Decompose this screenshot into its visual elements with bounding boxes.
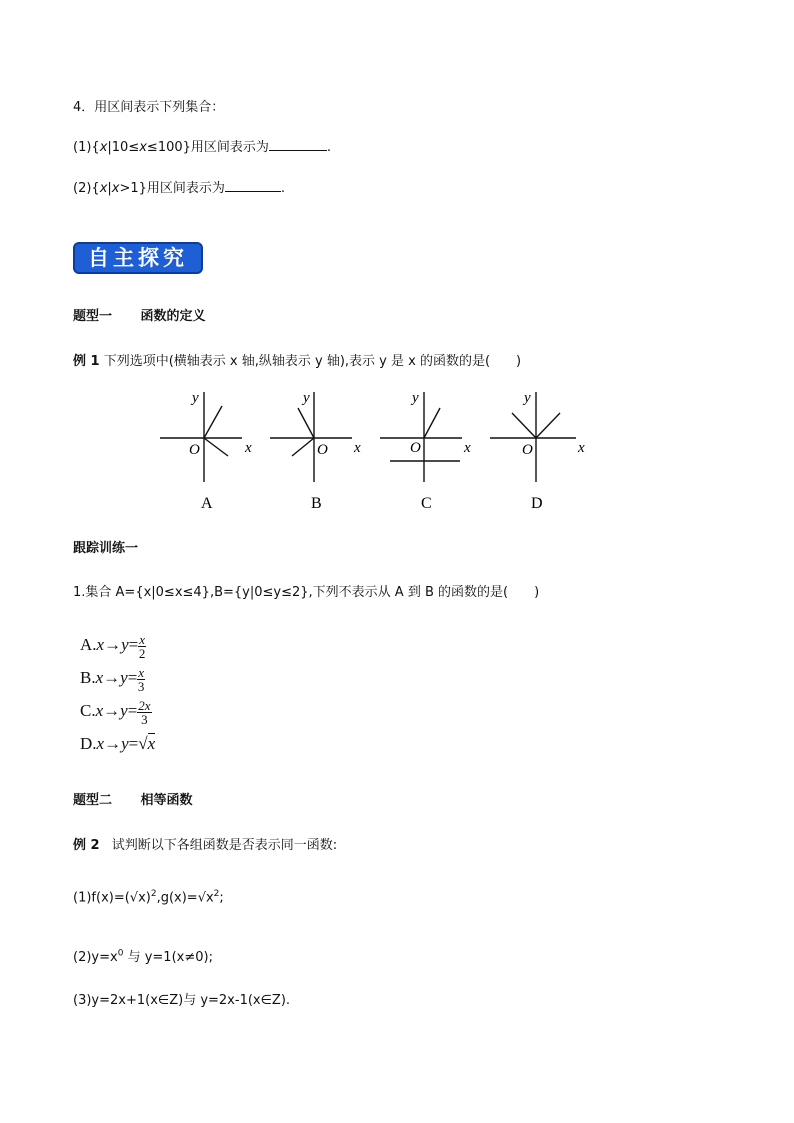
- graph-a-curve-down: [204, 438, 228, 456]
- q4-p2-mid: |: [107, 181, 112, 196]
- option-a-y: y: [121, 635, 129, 654]
- graph-c-curve-up: [424, 408, 440, 438]
- graph-d-label: D: [531, 495, 543, 512]
- track1-options: [80, 628, 155, 760]
- example2-label: 例 2: [73, 838, 100, 853]
- q4-p1-x2: x: [139, 140, 147, 155]
- q4-p1-pre: (1){: [73, 140, 100, 155]
- graph-b-x-label: x: [354, 440, 361, 456]
- example2-line1: [73, 889, 224, 905]
- option-d-y: y: [121, 734, 129, 753]
- example1-graphs: [150, 380, 600, 520]
- option-b[interactable]: [80, 661, 155, 694]
- option-b-den: 3: [137, 678, 145, 694]
- example2-line3: (3)y=2x+1(x∈Z)与 y=2x-1(x∈Z).: [73, 993, 291, 1008]
- option-c-den: 3: [141, 711, 148, 727]
- q4-part1: [73, 136, 331, 155]
- option-c-eq: =: [127, 701, 138, 720]
- graph-d-origin: O: [522, 442, 533, 458]
- q4-p2-post: >1}用区间表示为: [119, 181, 225, 196]
- example2-l1b: ,g(x)=√x: [156, 890, 214, 906]
- q4-p2-x2: x: [111, 181, 120, 196]
- graph-c-x-label: x: [464, 440, 471, 456]
- option-d-arrow: →: [104, 734, 122, 753]
- option-c[interactable]: [80, 694, 155, 727]
- option-b-eq: =: [127, 668, 138, 687]
- option-a-num: x: [139, 631, 145, 647]
- type1-title: 题型一: [73, 309, 113, 324]
- option-a-x: x: [96, 635, 105, 654]
- option-b-fraction: [137, 666, 145, 693]
- type2-name: 相等函数: [140, 793, 193, 808]
- example2-l1sup: 2: [150, 889, 157, 899]
- option-c-x: x: [95, 701, 104, 720]
- graph-d-curve-right: [536, 413, 560, 438]
- option-a[interactable]: [80, 628, 155, 661]
- q4-p1-mid: |10≤: [107, 140, 140, 155]
- option-d-prefix: D.: [80, 734, 97, 753]
- q4-p2-end: .: [280, 181, 286, 196]
- example2-l2sup: 0: [117, 948, 124, 959]
- option-d-radicand: x: [147, 734, 156, 753]
- example2-l1c: ;: [219, 890, 224, 906]
- example2-l1sup2: 2: [213, 889, 220, 899]
- type1-name: 函数的定义: [140, 309, 206, 324]
- option-a-den: 2: [138, 645, 146, 661]
- graph-d-curve-left: [512, 413, 536, 438]
- option-c-arrow: →: [103, 701, 121, 720]
- graph-d[interactable]: [490, 390, 585, 512]
- graph-d-y-label: y: [524, 390, 531, 406]
- graph-b-label: B: [311, 495, 322, 512]
- graph-b-origin: O: [317, 442, 328, 458]
- option-c-y: y: [120, 701, 128, 720]
- section-banner: 自主探究: [73, 242, 203, 274]
- example1: [73, 350, 521, 369]
- track1-q1: 1.集合 A={x|0≤x≤4},B={y|0≤y≤2},下列不表示从 A 到 B 的函数的是( ): [73, 585, 540, 600]
- option-a-fraction: [138, 633, 146, 660]
- graph-a-label: A: [201, 495, 213, 512]
- example2-l2b: 与 y=1(x≠0);: [127, 950, 213, 965]
- option-a-arrow: →: [104, 635, 122, 654]
- example2: [73, 834, 337, 853]
- graph-b-y-label: y: [303, 390, 310, 406]
- graph-b-curve-up: [298, 408, 314, 438]
- example2-text: 试判断以下各组函数是否表示同一函数:: [111, 838, 338, 853]
- type2-heading: [73, 789, 193, 808]
- graph-b-curve-down: [292, 438, 314, 456]
- graph-c-y-label: y: [412, 390, 419, 406]
- option-b-num: x: [138, 664, 145, 680]
- option-b-y: y: [120, 668, 128, 687]
- example2-line2: [73, 946, 213, 965]
- graph-c-label: C: [421, 495, 432, 512]
- graph-c-origin: O: [410, 440, 421, 456]
- type2-title: 题型二: [73, 793, 113, 808]
- graph-a[interactable]: [160, 390, 252, 512]
- q4-p1-blank[interactable]: [269, 138, 327, 151]
- q4-p1-end: .: [326, 140, 332, 155]
- option-d-eq: =: [128, 734, 139, 753]
- example1-label: 例 1: [73, 354, 100, 369]
- q4-p2-x: x: [99, 181, 108, 196]
- q4-part2: [73, 177, 285, 196]
- option-d-sqrt: √: [138, 734, 148, 753]
- option-c-fraction: [137, 699, 151, 726]
- option-b-prefix: B.: [80, 668, 96, 687]
- graph-b[interactable]: [270, 390, 361, 512]
- q4-p2-pre: (2){: [73, 181, 100, 196]
- q4-title: 4．用区间表示下列集合：: [73, 100, 225, 115]
- option-c-num: 2x: [138, 697, 151, 713]
- q4-p2-blank[interactable]: [225, 179, 281, 192]
- example2-l2a: (2)y=x: [73, 950, 118, 965]
- option-d[interactable]: [80, 727, 155, 760]
- option-a-prefix: A.: [80, 635, 97, 654]
- graph-a-origin: O: [189, 442, 200, 458]
- option-b-x: x: [95, 668, 104, 687]
- q4-p1-x: x: [99, 140, 108, 155]
- graph-a-y-label: y: [192, 390, 199, 406]
- graph-a-x-label: x: [245, 440, 252, 456]
- type1-heading: [73, 305, 206, 324]
- graph-c[interactable]: [380, 390, 471, 512]
- q4-p1-post: ≤100}用区间表示为: [146, 140, 269, 155]
- example1-text: 下列选项中(横轴表示 x 轴,纵轴表示 y 轴),表示 y 是 x 的函数的是( ): [103, 354, 522, 369]
- option-b-arrow: →: [103, 668, 121, 687]
- option-d-x: x: [96, 734, 105, 753]
- option-c-prefix: C.: [80, 701, 96, 720]
- example2-l1a: (1)f(x)=(√x): [73, 890, 151, 906]
- graph-a-curve-up: [204, 406, 222, 438]
- option-a-eq: =: [128, 635, 139, 654]
- track1-title: 跟踪训练一: [73, 541, 139, 556]
- graph-d-x-label: x: [578, 440, 585, 456]
